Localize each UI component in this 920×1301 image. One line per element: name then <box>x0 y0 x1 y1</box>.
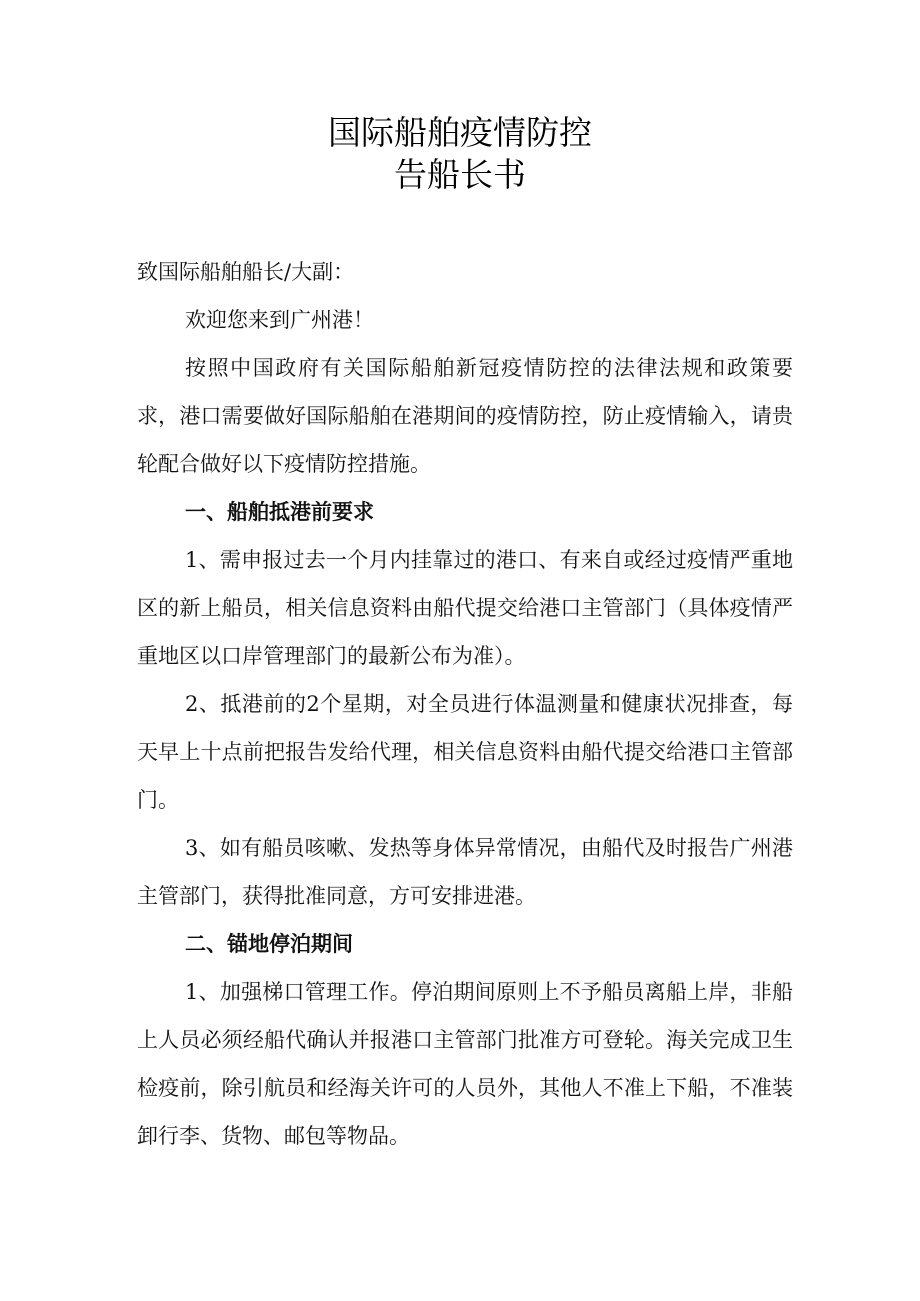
title-line-2: 告船长书 <box>394 155 526 194</box>
section1-item-1: 1、需申报过去一个月内挂靠过的港口、有来自或经过疫情严重地区的新上船员，相关信息资料由船代提交给港口主管部门（具体疫情严重地区以口岸管理部门的最新公布为准）。 <box>137 548 793 668</box>
document-body <box>137 248 793 1160</box>
title-line-1: 国际船舶疫情防控 <box>328 113 592 152</box>
section-heading-2: 二、锚地停泊期间 <box>185 932 353 956</box>
section-heading-1: 一、船舶抵港前要求 <box>185 500 374 524</box>
section2-item-1: 1、加强梯口管理工作。停泊期间原则上不予船员离船上岸，非船上人员必须经船代确认并报港口主管部门批准方可登轮。海关完成卫生检疫前，除引航员和经海关许可的人员外，其他人不准上下船，不准装卸行李、货物、邮包等物品。 <box>137 980 793 1148</box>
section1-item-2: 2、抵港前的2个星期，对全员进行体温测量和健康状况排查，每天早上十点前把报告发给代理，相关信息资料由船代提交给港口主管部门。 <box>137 692 793 812</box>
intro-paragraph: 按照中国政府有关国际船舶新冠疫情防控的法律法规和政策要求，港口需要做好国际船舶在港期间的疫情防控，防止疫情输入，请贵轮配合做好以下疫情防控措施。 <box>137 356 793 476</box>
section1-item-3: 3、如有船员咳嗽、发热等身体异常情况，由船代及时报告广州港主管部门，获得批准同意，方可安排进港。 <box>137 836 793 908</box>
greeting-line: 致国际船舶船长/大副： <box>137 260 355 284</box>
welcome-line: 欢迎您来到广州港！ <box>185 308 374 332</box>
document-title <box>0 112 920 196</box>
